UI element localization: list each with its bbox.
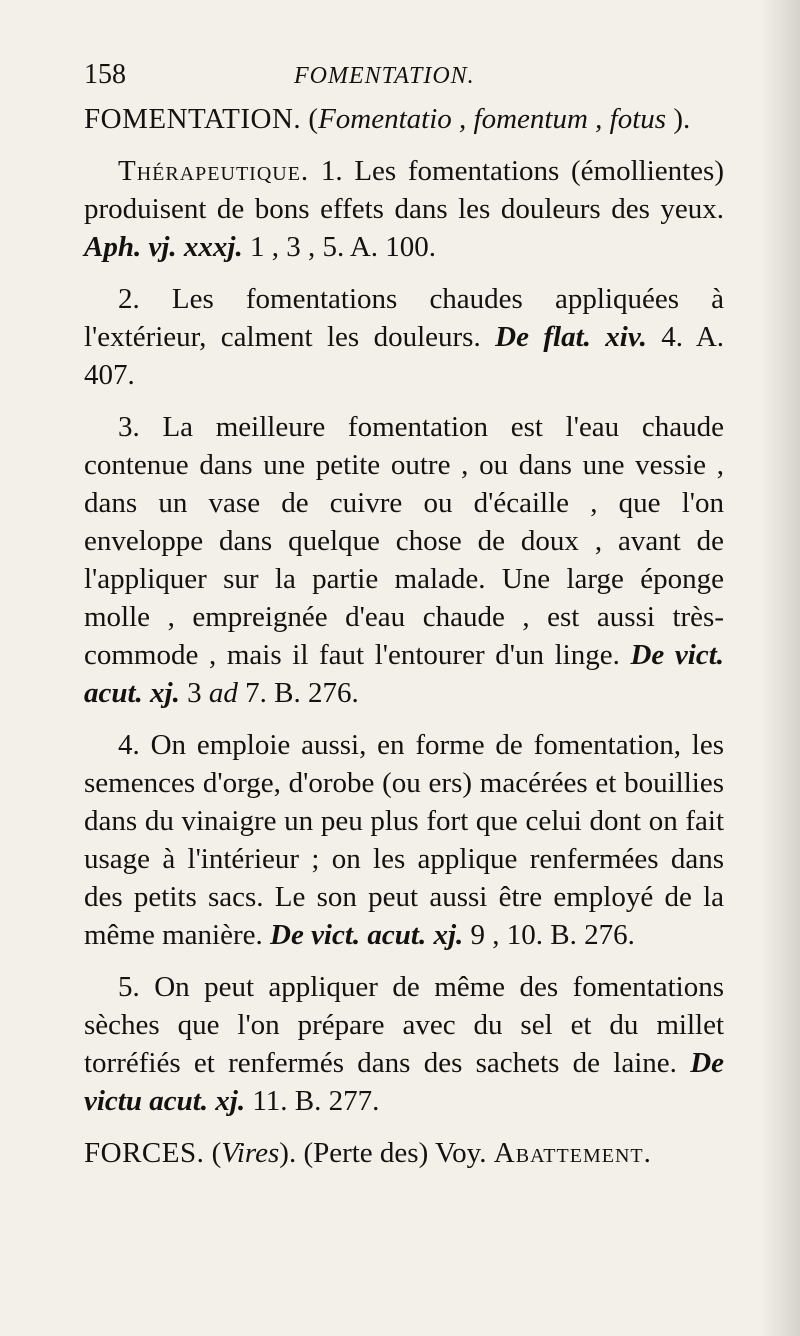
entry-fomentation: [84, 100, 724, 138]
section-label: Thérapeutique.: [118, 155, 310, 187]
paragraph-3-tail-a: 3: [187, 677, 202, 709]
paragraph-2-tail: 4. A. 407.: [84, 321, 725, 391]
paragraph-1: [84, 152, 724, 266]
paragraph-2: [84, 280, 724, 394]
paragraph-3-tail-b: 7. B. 276.: [245, 677, 359, 709]
paren-open: (: [308, 103, 319, 135]
running-header: [84, 56, 724, 100]
paragraph-4-ref: De vict. acut. xj.: [270, 919, 464, 951]
paragraph-3-text: 3. La meilleure fomentation est l'eau chaude contenue dans une petite outre , ou dans une vessie , dans un vase de cuivre ou d'écaille , que l'on enveloppe dans quelque chose de doux , avant de l'appliquer sur la partie malade. Une large éponge molle , empreignée d'eau chaude , est aussi très-commode , mais il faut l'entourer d'un linge.: [84, 411, 724, 671]
headword-fomentation: FOMENTATION.: [84, 103, 302, 135]
paragraph-1-ref: Aph. vj. xxxj.: [84, 231, 243, 263]
entry-forces: [84, 1134, 724, 1172]
running-head: FOMENTATION.: [294, 63, 475, 89]
paragraph-5: [84, 968, 724, 1120]
forces-latin: Vires: [221, 1137, 280, 1169]
page-number: 158: [84, 59, 126, 90]
paragraph-1-tail: 1 , 3 , 5. A. 100.: [249, 231, 437, 263]
paragraph-5-tail: 11. B. 277.: [252, 1085, 380, 1117]
paragraph-5-ref: De victu acut. xj.: [84, 1047, 725, 1117]
paragraph-3: [84, 408, 724, 712]
forces-paren-open: (: [211, 1137, 222, 1169]
paragraph-3-ref: De vict. acut. xj.: [84, 639, 725, 709]
paragraph-2-text: 2. Les fomentations chaudes appliquées à l'extérieur, calment les douleurs.: [84, 283, 724, 353]
paren-close: ).: [673, 103, 691, 135]
paragraph-1-text: 1. Les fomentations (émollientes) produisent de bons effets dans les douleurs des yeux.: [84, 155, 724, 225]
latin-terms: Fomentatio , fomentum , fotus: [318, 103, 667, 135]
paragraph-4-text: 4. On emploie aussi, en forme de fomentation, les semences d'orge, d'orobe (ou ers) macérées et bouillies dans du vinaigre un peu plus fort que celui dont on fait usage à l'intérieur ; on les applique renfermées dans des petits sacs. Le son peut aussi être employé de la même manière.: [84, 729, 724, 951]
forces-mid: ). (Perte des) Voy.: [279, 1137, 487, 1169]
headword-forces: FORCES.: [84, 1137, 205, 1169]
page-text: [84, 56, 724, 1172]
paragraph-5-text: 5. On peut appliquer de même des fomentations sèches que l'on prépare avec du sel et du millet torréfiés et renfermés dans des sachets de laine.: [84, 971, 724, 1079]
page-edge-shadow: [760, 0, 800, 1336]
paragraph-3-tail-ad: ad: [208, 677, 238, 709]
cross-reference: Abattement.: [493, 1137, 652, 1169]
paragraph-2-ref: De flat. xiv.: [495, 321, 647, 353]
paragraph-4-tail: 9 , 10. B. 276.: [470, 919, 635, 951]
paragraph-4: [84, 726, 724, 954]
